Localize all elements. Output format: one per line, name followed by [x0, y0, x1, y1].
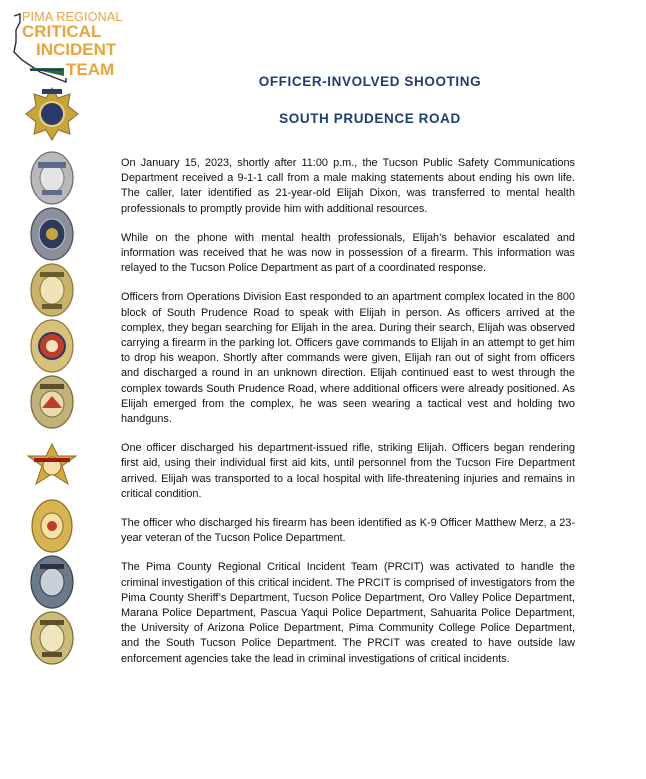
paragraph-incident-call: On January 15, 2023, shortly after 11:00 p.m., the Tucson Public Safety Communications Department received a 9-1-1 call from a male making statements about ending his own life. The caller, later identified as 21-year-old Elijah Dixon, was transferred to mental health professionals to promptly provide him with additional resources. [121, 157, 575, 215]
pima-county-attorney-badge-icon [24, 610, 80, 666]
press-release-body [121, 156, 575, 681]
south-tucson-police-badge-icon [24, 554, 80, 610]
sahuarita-police-badge-icon [24, 374, 80, 430]
document-title: OFFICER-INVOLVED SHOOTING [258, 74, 482, 89]
prcit-logo [8, 8, 134, 84]
oro-valley-police-badge-icon [24, 206, 80, 262]
paragraph-escalation: While on the phone with mental health professionals, Elijah’s behavior escalated and information was received that he was now in possession of a firearm. This information was relayed to the Tucson Police Department as part of a coordinated response. [121, 231, 575, 275]
pima-college-police-badge-icon [24, 498, 80, 554]
paragraph-prcit: The Pima County Regional Critical Incident Team (PRCIT) was activated to handle the criminal investigation of this critical incident. The PRCIT is comprised of investigators from the Pima County Sheriff’s Department, Tucson Police Department, Oro Valley Police Department, Marana Police Department, Pascua Yaqui Police Department, Sahuarita Police Department, the University of Arizona Police Department, Pima Community College Police Department, and the South Tucson Police Department. The PRCIT was created to have outside law enforcement agencies take the lead in criminal investigations of critical incidents. [121, 561, 575, 665]
paragraph-officer-response: Officers from Operations Division East responded to an apartment complex located in the 800 block of South Prudence Road to speak with Elijah in person. As officers arrived at the complex, they began searching for Elijah in the area. During their search, Elijah was observed carrying a firearm in the parking lot. Officers gave commands to Elijah in an attempt to get him to drop his weapon. Shortly after commands were given, Elijah ran out of sight from officers and discharged a round in an unknown direction. Elijah continued east to west through the complex towards South Prudence Road, where additional officers were already positioned. As Elijah emerged from the complex, he was seen wearing a tactical vest and holding two handguns. [121, 291, 575, 426]
logo-line-pima-regional: PIMA REGIONAL [22, 10, 123, 24]
sheriff-star-badge-icon [24, 86, 80, 142]
marana-police-badge-icon [24, 262, 80, 318]
pascua-yaqui-police-badge-icon [24, 318, 80, 374]
tucson-police-badge-icon [24, 150, 80, 206]
document-subtitle: SOUTH PRUDENCE ROAD [279, 111, 461, 126]
paragraph-first-aid: One officer discharged his department-issued rifle, striking Elijah. Officers began rendering first aid, using their individual first aid kits, until personnel from the Tucson Fire Department arrived. Elijah was transported to a local hospital with life-threatening injuries and remains in critical condition. [121, 442, 575, 500]
logo-line-critical: CRITICAL [22, 22, 102, 41]
university-arizona-police-star-badge-icon [24, 442, 80, 498]
logo-line-team: TEAM [66, 60, 115, 79]
paragraph-officer-identity: The officer who discharged his firearm has been identified as K-9 Officer Matthew Merz, a 23-year veteran of the Tucson Police Department. [121, 517, 575, 545]
logo-line-incident: INCIDENT [36, 40, 117, 59]
